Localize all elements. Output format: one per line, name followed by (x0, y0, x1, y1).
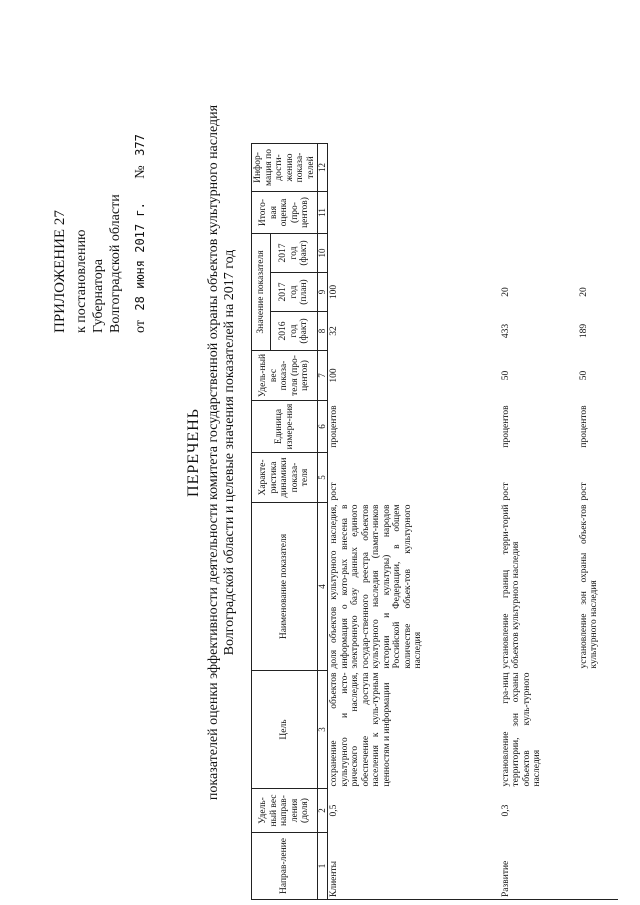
cell-unit: процентов (578, 405, 589, 448)
appendix-from: от (133, 320, 148, 333)
col-num: 10 (318, 234, 328, 273)
cell-2017-plan: 20 (578, 287, 589, 297)
header-2017-fact: 2017 год (факт) (270, 234, 317, 273)
cell-direction: Развитие (500, 833, 578, 900)
appendix-block (52, 128, 149, 333)
cell-2017-fact (328, 234, 500, 273)
heading-line-2: Волгоградской области и целевые значения показателей на 2017 год (222, 249, 237, 656)
document-heading (186, 0, 238, 905)
cell-goal: сохранение объектов культурного и исто-рического наследия, обеспечение доступа населения к куль-турным ценностям и информации (329, 672, 392, 787)
header-direction-weight: Удель-ный вес направ-ления (доля) (252, 789, 318, 833)
cell-total (328, 192, 500, 234)
cell-unit: процентов (500, 405, 511, 448)
col-num: 1 (318, 833, 328, 900)
appendix-line-3: Волгоградской области (108, 194, 123, 333)
table-row (578, 144, 618, 900)
cell-2017-fact (500, 234, 578, 273)
appendix-line-1: к постановлению (74, 229, 89, 333)
cell-dynamics: рост (578, 482, 589, 501)
cell-2016-fact: 433 (500, 323, 511, 339)
table-row (500, 144, 578, 900)
col-num: 3 (318, 671, 328, 789)
cell-2016-fact: 189 (578, 323, 589, 339)
col-num: 7 (318, 351, 328, 401)
header-goal: Цель (252, 671, 318, 789)
cell-direction-weight: 0,3 (500, 804, 511, 817)
header-unit: Единица измере-ния (252, 401, 318, 453)
cell-direction: Клиенты (328, 833, 500, 900)
cell-indicator-weight: 100 (329, 368, 339, 383)
cell-2017-fact (578, 234, 618, 273)
header-2017-plan: 2017 год (план) (270, 273, 317, 312)
cell-goal: установление гра-ниц территории, зон охраны объектов куль-турного наследия (500, 672, 542, 787)
cell-direction-weight (578, 789, 618, 833)
cell-info (500, 144, 578, 192)
col-num: 11 (318, 192, 328, 234)
cell-indicator: установление границ терри-торий объектов культурного наследия (500, 504, 521, 669)
header-total: Итого-вая оценка (про-центов) (252, 192, 318, 234)
table-row (328, 144, 500, 900)
cell-2017-plan: 20 (500, 287, 511, 297)
col-num: 6 (318, 401, 328, 453)
cell-unit: процентов (329, 405, 339, 448)
appendix-dateline (132, 128, 149, 333)
cell-info (578, 144, 618, 192)
appendix-title: ПРИЛОЖЕНИЕ 27 (52, 210, 68, 333)
indicators-table (251, 143, 618, 900)
cell-indicator-weight: 50 (578, 370, 589, 381)
col-num: 8 (318, 312, 328, 351)
cell-total (500, 192, 578, 234)
cell-goal (578, 671, 618, 789)
cell-info (328, 144, 500, 192)
cell-direction (578, 833, 618, 900)
col-num: 12 (318, 144, 328, 192)
cell-dynamics: рост (329, 482, 339, 501)
col-num: 9 (318, 273, 328, 312)
cell-indicator-weight: 50 (500, 370, 511, 381)
cell-indicator: доля объектов культурного наследия, информация о кото-рых внесена в электронную базу данных единого государ-ственного реестра объектов культурного наследия (памят-ников истории и культуры) народов Российской Федерации, в общем количестве объек-тов культурного наследия (329, 504, 423, 669)
cell-indicator: установление зон охраны объек-тов культурного наследия (578, 504, 599, 669)
cell-total (578, 192, 618, 234)
header-2016-fact: 2016 год (факт) (270, 312, 317, 351)
heading-title: ПЕРЕЧЕНЬ (185, 408, 202, 497)
column-number-row (318, 144, 328, 900)
appendix-number: 377 (133, 134, 147, 156)
cell-2016-fact: 32 (329, 326, 339, 336)
header-direction: Направ-ление (252, 833, 318, 900)
header-indicator-weight: Удель-ный вес показа-теля (про-центов) (252, 351, 318, 401)
header-dynamics: Характе-ристика динамики показа-теля (252, 453, 318, 503)
header-info: Инфор-мация по дости-жению показа-телей (252, 144, 318, 192)
header-indicator-name: Наименование показателя (252, 503, 318, 671)
col-num: 4 (318, 503, 328, 671)
cell-2017-plan: 100 (329, 284, 339, 300)
col-num: 5 (318, 453, 328, 503)
appendix-number-sign: № (133, 165, 148, 179)
appendix-line-2: Губернатора (91, 258, 106, 333)
cell-direction-weight: 0,5 (329, 804, 339, 817)
table-header-row (252, 144, 271, 900)
heading-line-1: показателей оценки эффективности деятельности комитета государственной охраны объектов культурного наследия (206, 104, 221, 801)
appendix-date: 28 июня 2017 г. (133, 202, 147, 311)
col-num: 2 (318, 789, 328, 833)
header-value-group: Значение показателя (252, 234, 271, 351)
cell-dynamics: рост (500, 482, 511, 501)
